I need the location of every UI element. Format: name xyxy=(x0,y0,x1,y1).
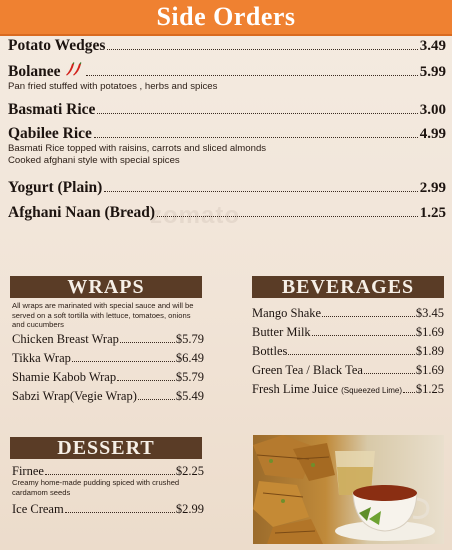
menu-item xyxy=(252,325,444,340)
menu-item xyxy=(252,306,444,321)
item-name: Bolanee xyxy=(8,63,61,80)
leader-dots xyxy=(65,512,175,513)
item-description: Cooked afghani style with special spices xyxy=(8,155,180,166)
baklava-tea-photo xyxy=(253,435,444,544)
menu-item xyxy=(252,344,444,359)
menu-item xyxy=(8,101,446,119)
item-name: Tikka Wrap xyxy=(12,351,71,365)
item-description: Pan fried stuffed with potatoes , herbs and spices xyxy=(8,81,218,92)
item-price: $3.45 xyxy=(415,306,444,320)
item-price: $1.89 xyxy=(415,344,444,358)
item-price: $2.25 xyxy=(175,464,204,478)
leader-dots xyxy=(94,137,418,138)
wraps-heading: WRAPS xyxy=(10,276,202,298)
menu-item xyxy=(12,370,204,385)
item-price: 1.25 xyxy=(419,205,446,221)
chili-pepper-icon xyxy=(64,62,84,76)
leader-dots xyxy=(288,354,414,355)
item-name: Ice Cream xyxy=(12,502,64,516)
menu-item xyxy=(8,204,446,222)
item-name: Green Tea / Black Tea xyxy=(252,363,363,377)
item-name: Firnee xyxy=(12,464,44,478)
item-price: 3.49 xyxy=(419,38,446,54)
item-price: 4.99 xyxy=(419,126,446,142)
item-name: Basmati Rice xyxy=(8,101,96,118)
menu-item xyxy=(12,351,204,366)
leader-dots xyxy=(312,335,415,336)
leader-dots xyxy=(138,399,175,400)
item-name: Butter Milk xyxy=(252,325,311,339)
leader-dots xyxy=(120,342,175,343)
item-price: $2.99 xyxy=(175,502,204,516)
item-note: (Squeezed Lime) xyxy=(341,386,403,395)
item-name: Chicken Breast Wrap xyxy=(12,332,119,346)
item-name: Fresh Lime Juice xyxy=(252,382,339,396)
menu-item xyxy=(12,332,204,347)
item-name: Mango Shake xyxy=(252,306,322,320)
leader-dots xyxy=(322,316,415,317)
wraps-intro: All wraps are marinated with special sauce and will be served on a soft tortilla with lettuce, tomatoes, onions and cucumbers xyxy=(12,301,194,329)
menu-item xyxy=(12,389,204,404)
leader-dots xyxy=(107,49,417,50)
item-price: 3.00 xyxy=(419,102,446,118)
menu-item xyxy=(252,363,444,378)
item-price: $5.79 xyxy=(175,332,204,346)
item-name: Shamie Kabob Wrap xyxy=(12,370,117,384)
page-title: Side Orders xyxy=(156,2,296,31)
leader-dots xyxy=(45,474,175,475)
leader-dots xyxy=(104,191,417,192)
leader-dots xyxy=(97,113,417,114)
item-name: Afghani Naan (Bread) xyxy=(8,204,155,221)
item-description: Basmati Rice topped with raisins, carrots and sliced almonds xyxy=(8,143,267,154)
leader-dots xyxy=(157,216,418,217)
menu-item xyxy=(12,464,204,479)
leader-dots xyxy=(117,380,175,381)
item-price: $5.49 xyxy=(175,389,204,403)
leader-dots xyxy=(72,361,175,362)
menu-item xyxy=(8,125,446,167)
leader-dots xyxy=(403,392,415,393)
leader-dots xyxy=(86,75,418,76)
item-name: Yogurt (Plain) xyxy=(8,179,103,196)
item-name: Qabilee Rice xyxy=(8,125,92,142)
menu-item xyxy=(12,502,204,517)
item-name: Sabzi Wrap(Vegie Wrap) xyxy=(12,389,137,403)
menu-item xyxy=(252,382,444,397)
item-price: $1.69 xyxy=(415,325,444,339)
item-price: $1.69 xyxy=(415,363,444,377)
item-name: Potato Wedges xyxy=(8,37,106,54)
leader-dots xyxy=(364,373,415,374)
item-price: 2.99 xyxy=(419,180,446,196)
menu-item xyxy=(8,37,446,55)
watermark: zomato xyxy=(150,202,240,229)
item-price: 5.99 xyxy=(419,64,446,80)
baklava-pastry xyxy=(253,435,335,544)
item-price: $5.79 xyxy=(175,370,204,384)
item-price: $1.25 xyxy=(415,382,444,396)
dessert-heading: DESSERT xyxy=(10,437,202,459)
header-banner xyxy=(0,0,452,36)
item-description: Creamy home-made pudding spiced with crushed cardamom seeds xyxy=(12,478,180,497)
beverages-heading: BEVERAGES xyxy=(252,276,444,298)
item-name: Bottles xyxy=(252,344,288,358)
item-price: $6.49 xyxy=(175,351,204,365)
menu-item xyxy=(8,62,446,93)
menu-item xyxy=(8,179,446,197)
